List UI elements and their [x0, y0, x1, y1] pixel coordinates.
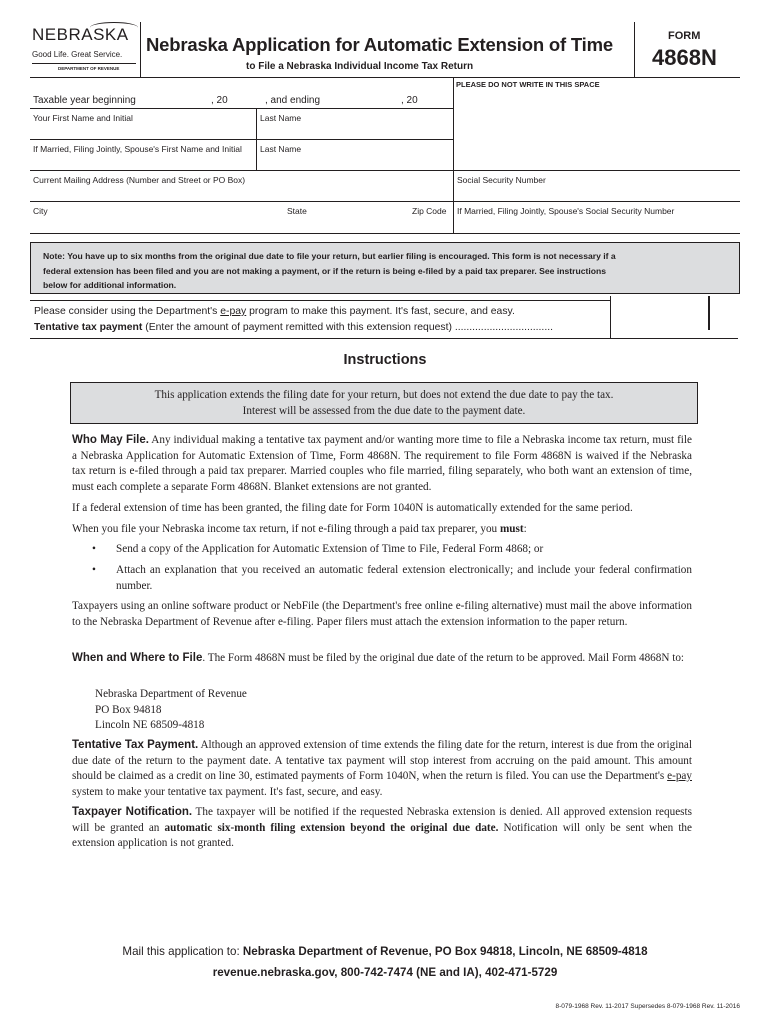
taxable-year-end-input[interactable]	[320, 92, 398, 106]
spouse-ssn-input[interactable]	[456, 217, 738, 231]
spouse-first-name-input[interactable]	[32, 155, 254, 169]
when-where-paragraph	[72, 651, 692, 667]
header-divider-left	[140, 22, 141, 77]
header-divider-right	[634, 22, 635, 77]
tentative-tax-text-post: system to make your tentative tax payment. It's fast, secure, and easy.	[72, 785, 383, 798]
footer-mail-pre: Mail this application to:	[122, 945, 243, 958]
form-number: 4868N	[652, 45, 717, 70]
footer-mail-line	[0, 945, 770, 958]
spouse-last-name-input[interactable]	[258, 155, 452, 169]
form-title: Nebraska Application for Automatic Extension of Time	[146, 34, 613, 55]
state-label: State	[287, 206, 307, 216]
logo-department: DEPARTMENT OF REVENUE	[58, 66, 120, 71]
office-use-box	[453, 78, 740, 168]
first-name-label: Your First Name and Initial	[33, 113, 133, 123]
row-rule-2	[30, 139, 453, 140]
city-label: City	[33, 206, 48, 216]
epay-line-pre: Please consider using the Department's	[34, 306, 221, 317]
last-name-input[interactable]	[258, 124, 452, 138]
online-software-paragraph: Taxpayers using an online software product or NebFile (the Department's free online e-filing alternative) must mail the above information to the Nebraska Department of Revenue after e-filing. Paper filers must attach the extension information to the paper return.	[72, 600, 692, 628]
federal-extension-paragraph: If a federal extension of time has been granted, the filing date for Form 1040N is automatically extended for the same period.	[72, 502, 633, 514]
form-label: FORM	[668, 30, 701, 42]
row-rule-3	[30, 170, 740, 171]
mailing-address-label: Current Mailing Address (Number and Street or PO Box)	[33, 175, 246, 185]
when-you-file-must: must	[499, 523, 524, 535]
taxable-year-20-a: , 20	[211, 95, 228, 106]
tentative-tax-paragraph	[72, 738, 692, 800]
interest-notice-line-1: This application extends the filing date for your return, but does not extend the due date to pay the tax.	[154, 389, 614, 401]
ssn-label: Social Security Number	[457, 175, 546, 185]
payment-cents-divider	[708, 296, 710, 330]
tentative-payment-input[interactable]	[612, 300, 708, 336]
when-where-text: . The Form 4868N must be filed by the original due date of the return to be approved. Mail Form 4868N to:	[202, 652, 685, 664]
tentative-tax-epay-link[interactable]: e-pay	[667, 770, 692, 782]
last-name-label: Last Name	[260, 113, 302, 123]
interest-notice-box	[70, 382, 698, 424]
mailing-address-block	[95, 687, 395, 734]
epay-line-post: program to make this payment. It's fast, secure, and easy.	[246, 306, 515, 317]
tentative-tax-heading: Tentative Tax Payment.	[72, 739, 199, 751]
row-rule-1	[30, 108, 453, 109]
payment-rule-bottom	[30, 338, 738, 339]
address-line-3: Lincoln NE 68509-4818	[95, 719, 205, 731]
office-use-label: PLEASE DO NOT WRITE IN THIS SPACE	[456, 80, 600, 89]
taxable-year-begin-input[interactable]	[140, 92, 208, 106]
right-column-divider	[453, 78, 454, 233]
bullet-dot-2: •	[92, 564, 96, 576]
spouse-ssn-label: If Married, Filing Jointly, Spouse's Social Security Number	[457, 206, 675, 216]
nebraska-logo	[32, 25, 140, 77]
when-where-heading: When and Where to File	[72, 652, 203, 664]
footer-revision: 8-079-1968 Rev. 11-2017 Supersedes 8-079-1968 Rev. 11-2016	[555, 1003, 740, 1010]
address-line-1: Nebraska Department of Revenue	[95, 688, 247, 700]
state-input[interactable]	[285, 217, 405, 231]
taxpayer-notification-heading: Taxpayer Notification.	[72, 806, 193, 818]
taxpayer-notification-paragraph	[72, 805, 692, 852]
zip-label: Zip Code	[412, 206, 447, 216]
who-may-file-paragraph	[72, 433, 692, 495]
row-rule-4	[30, 201, 740, 202]
zip-input[interactable]	[408, 217, 451, 231]
row-rule-5	[30, 233, 740, 234]
bullet-2	[92, 563, 692, 594]
footer-contact-line: revenue.nebraska.gov, 800-742-7474 (NE and IA), 402-471-5729	[212, 966, 558, 979]
note-line-1: Note: You have up to six months from the original due date to file your return, but earlier filing is encouraged. This form is not necessary if a	[43, 251, 616, 261]
logo-divider	[32, 63, 136, 64]
interest-notice-line-2: Interest will be assessed from the due date to the payment date.	[242, 405, 526, 417]
bullet-2-text: Attach an explanation that you received an automatic federal extension electronically; and include your federal confirmation number.	[116, 564, 692, 592]
who-may-file-text: Any individual making a tentative tax payment and/or wanting more time to file a Nebraska income tax return, must file a Nebraska Application for Automatic Extension of Time, Form 4868N. The requirement to file Form 4868N is waived if the Nebraska tax return is e-filed through a paid tax preparer. Married couples who file married, filing separately, who both want an extension of time, must each complete a separate Form 4868N. Blanket extensions are not granted.	[72, 434, 692, 493]
address-line-2: PO Box 94818	[95, 703, 162, 716]
payment-rule-top	[30, 300, 610, 301]
taxable-year-label: Taxable year beginning	[33, 95, 136, 106]
spouse-last-name-label: Last Name	[260, 144, 302, 154]
when-you-file-paragraph	[72, 522, 692, 538]
taxable-year-20-b: , 20	[401, 95, 418, 106]
who-may-file-heading: Who May File.	[72, 434, 149, 446]
note-line-3: below for additional information.	[43, 280, 177, 290]
tentative-payment-label: Tentative tax payment	[34, 322, 143, 333]
payment-box-left	[610, 296, 611, 338]
ssn-input[interactable]	[456, 186, 738, 200]
bullet-1-text: Send a copy of the Application for Automatic Extension of Time to File, Federal Form 4868; or	[116, 543, 544, 555]
taxpayer-notification-text-pre: The taxpayer will be notified if the requested Nebraska extension is denied. All approved extension requests will be granted an	[72, 806, 692, 834]
tentative-payment-desc: (Enter the amount of payment remitted with this extension request) ..................................	[142, 322, 553, 333]
epay-line	[34, 306, 515, 317]
taxpayer-notification-bold: automatic six-month filing extension beyond the original due date.	[164, 821, 499, 834]
tentative-payment-line	[34, 322, 553, 333]
when-you-file-post: :	[523, 523, 527, 535]
mailing-address-input[interactable]	[32, 186, 450, 200]
spouse-first-name-label: If Married, Filing Jointly, Spouse's First Name and Initial	[33, 144, 242, 154]
city-input[interactable]	[32, 217, 282, 231]
and-ending-label: , and ending	[265, 95, 321, 106]
logo-state-name: NEBRASKA	[32, 25, 129, 44]
epay-link[interactable]: e-pay	[220, 306, 247, 317]
logo-tagline: Good Life. Great Service.	[32, 50, 123, 59]
note-line-2: federal extension has been filed and you are not making a payment, or if the return is being e-filed by a paid tax preparer. See instructions	[43, 266, 607, 276]
tentative-tax-text-pre: Although an approved extension of time extends the filing date for the return, interest is due from the original due date of the return to the payment date. A tentative tax payment will stop interest from accruing on the paid amount. This amount should be claimed as a credit on line 30, estimated payments of Form 1040N, when the return is filed. You can use the Department's	[72, 739, 692, 782]
taxpayer-notification-text-post: Notification will only be sent when the extension application is not granted.	[72, 821, 692, 849]
first-name-input[interactable]	[32, 124, 254, 138]
bullet-dot-1: •	[92, 543, 96, 555]
footer-mail-address: Nebraska Department of Revenue, PO Box 94818, Lincoln, NE 68509-4818	[242, 945, 648, 958]
when-you-file-pre: When you file your Nebraska income tax return, if not e-filing through a paid tax preparer, you	[72, 523, 500, 535]
note-box	[30, 242, 740, 294]
instructions-heading: Instructions	[343, 352, 427, 368]
bullet-1	[92, 542, 692, 558]
logo-arc	[90, 22, 138, 33]
form-subtitle: to File a Nebraska Individual Income Tax Return	[246, 61, 474, 72]
